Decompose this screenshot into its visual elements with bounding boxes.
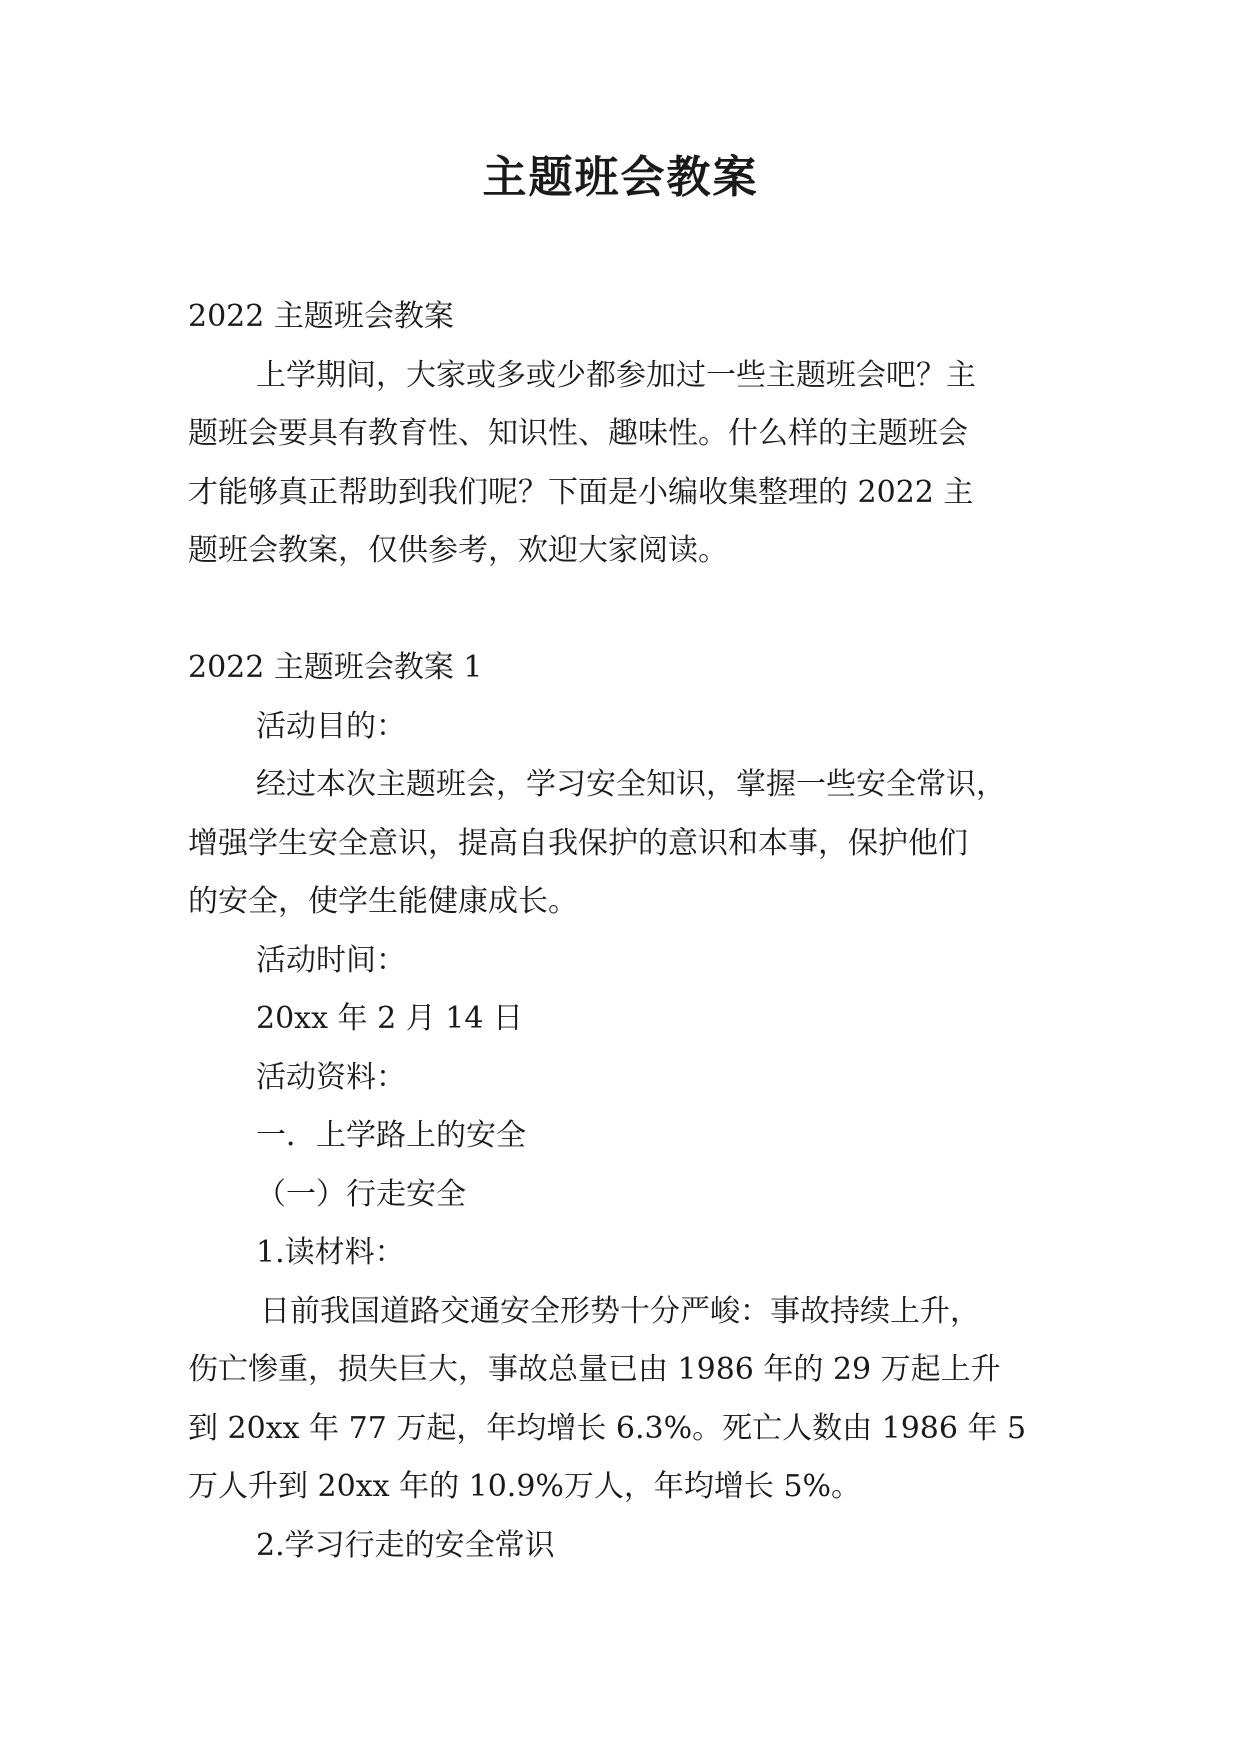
paragraph-line: 活动目的：	[256, 708, 406, 744]
paragraph-line: 活动时间：	[256, 942, 406, 978]
paragraph-line: 伤亡惨重，损失巨大，事故总量已由 1986 年的 29 万起上升	[188, 1352, 1001, 1387]
paragraph-line: 才能够真正帮助到我们呢？下面是小编收集整理的 2022 主	[188, 474, 974, 510]
paragraph-spacer	[188, 581, 1058, 640]
paragraph-line: 经过本次主题班会，学习安全知识，掌握一些安全常识，	[256, 767, 1006, 802]
paragraph-line: 题班会要具有教育性、知识性、趣味性。什么样的主题班会	[188, 416, 968, 451]
paragraph-line: 万人升到 20xx 年的 10.9%万人，年均增长 5%。	[188, 1469, 862, 1504]
document-title: 主题班会教案	[482, 152, 759, 203]
paragraph-line: 到 20xx 年 77 万起，年均增长 6.3%。死亡人数由 1986 年 5	[188, 1410, 1027, 1446]
paragraph-line: 2.学习行走的安全常识	[256, 1527, 555, 1563]
paragraph-line: 一．上学路上的安全	[256, 1118, 526, 1153]
paragraph-line: （一）行走安全	[256, 1176, 466, 1212]
section-heading: 2022 主题班会教案	[188, 299, 454, 334]
paragraph-line: 1.读材料：	[256, 1235, 405, 1270]
paragraph-line: 增强学生安全意识，提高自我保护的意识和本事，保护他们	[188, 825, 968, 861]
paragraph-line: 日前我国道路交通安全形势十分严峻：事故持续上升，	[260, 1293, 980, 1329]
paragraph-line: 20xx 年 2 月 14 日	[256, 1001, 523, 1036]
document-body	[188, 288, 1058, 1575]
paragraph-line: 上学期间，大家或多或少都参加过一些主题班会吧？主	[256, 357, 976, 393]
paragraph-line: 活动资料：	[256, 1059, 406, 1095]
section-heading: 2022 主题班会教案 1	[188, 650, 483, 685]
paragraph-line: 的安全，使学生能健康成长。	[188, 884, 578, 919]
paragraph-line: 题班会教案，仅供参考，欢迎大家阅读。	[188, 533, 728, 568]
